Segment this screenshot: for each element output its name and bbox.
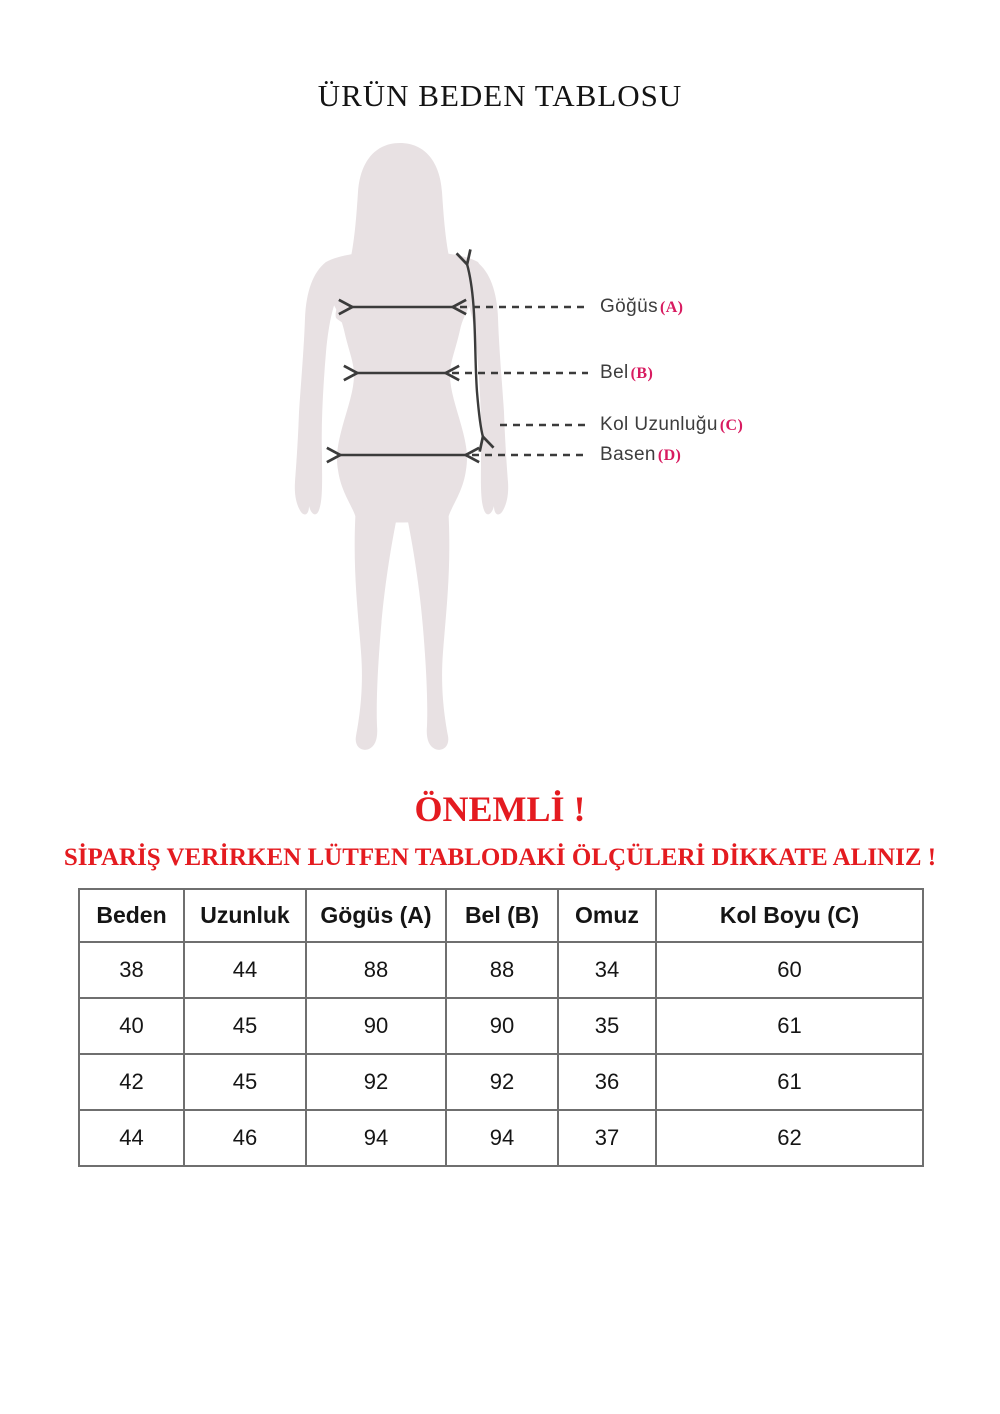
size-cell: 46 xyxy=(184,1110,306,1166)
label-arm-length-letter: (C) xyxy=(719,417,744,434)
size-cell: 94 xyxy=(446,1110,558,1166)
silhouette-right-leg xyxy=(406,505,449,750)
silhouette-left-arm xyxy=(295,262,342,514)
table-row xyxy=(79,1110,923,1166)
label-arm-length xyxy=(600,414,743,436)
size-cell: 44 xyxy=(79,1110,184,1166)
size-cell: 38 xyxy=(79,942,184,998)
size-cell: 36 xyxy=(558,1054,656,1110)
silhouette-left-leg xyxy=(355,505,398,750)
label-chest-letter: (A) xyxy=(659,299,684,316)
page-title: ÜRÜN BEDEN TABLOSU xyxy=(317,78,683,113)
table-row xyxy=(79,998,923,1054)
header-cell-kol-boyu: Kol Boyu (C) xyxy=(656,889,923,942)
size-cell: 44 xyxy=(184,942,306,998)
header-cell-omuz: Omuz xyxy=(558,889,656,942)
size-cell: 61 xyxy=(656,998,923,1054)
size-cell: 88 xyxy=(306,942,446,998)
size-table xyxy=(78,888,924,1167)
size-cell: 42 xyxy=(79,1054,184,1110)
size-cell: 88 xyxy=(446,942,558,998)
size-cell: 94 xyxy=(306,1110,446,1166)
label-waist xyxy=(600,362,653,384)
label-hip xyxy=(600,444,681,466)
label-chest-text: Göğüs xyxy=(600,296,658,317)
label-waist-text: Bel xyxy=(600,362,629,383)
size-cell: 34 xyxy=(558,942,656,998)
table-row xyxy=(79,1054,923,1110)
header-cell-bel: Bel (B) xyxy=(446,889,558,942)
header-cell-uzunluk: Uzunluk xyxy=(184,889,306,942)
size-cell: 45 xyxy=(184,998,306,1054)
label-hip-text: Basen xyxy=(600,444,656,465)
size-cell: 92 xyxy=(446,1054,558,1110)
size-cell: 45 xyxy=(184,1054,306,1110)
size-cell: 40 xyxy=(79,998,184,1054)
label-arm-length-text: Kol Uzunluğu xyxy=(600,414,718,435)
size-cell: 60 xyxy=(656,942,923,998)
silhouette-right-arm xyxy=(461,262,508,514)
label-chest xyxy=(600,296,683,318)
female-body-silhouette xyxy=(295,143,508,750)
size-cell: 90 xyxy=(446,998,558,1054)
important-heading: ÖNEMLİ ! xyxy=(414,789,586,829)
size-cell: 61 xyxy=(656,1054,923,1110)
table-row xyxy=(79,942,923,998)
header-cell-gogus: Gögüs (A) xyxy=(306,889,446,942)
silhouette-torso xyxy=(322,250,482,523)
size-cell: 90 xyxy=(306,998,446,1054)
size-cell: 92 xyxy=(306,1054,446,1110)
header-cell-beden: Beden xyxy=(79,889,184,942)
size-cell: 62 xyxy=(656,1110,923,1166)
order-warning-text: SİPARİŞ VERİRKEN LÜTFEN TABLODAKİ ÖLÇÜLERİ DİKKATE ALINIZ ! xyxy=(63,844,937,871)
size-cell: 35 xyxy=(558,998,656,1054)
table-header-row xyxy=(79,889,923,942)
label-hip-letter: (D) xyxy=(657,447,682,464)
size-cell: 37 xyxy=(558,1110,656,1166)
label-waist-letter: (B) xyxy=(630,365,654,382)
